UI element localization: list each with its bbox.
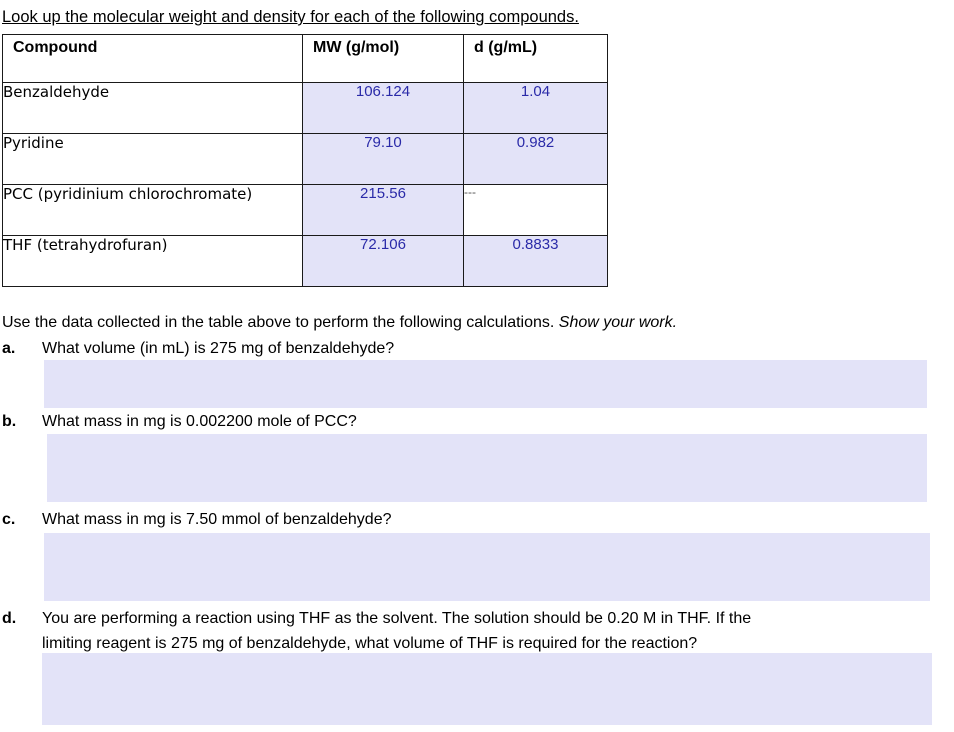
compound-name: PCC (pyridinium chlorochromate) bbox=[3, 185, 303, 236]
question-letter: d. bbox=[2, 610, 17, 627]
mw-field[interactable]: 72.106 bbox=[303, 236, 464, 287]
instructions-text bbox=[2, 314, 677, 332]
question-text: What mass in mg is 0.002200 mole of PCC? bbox=[42, 413, 357, 430]
header-density: d (g/mL) bbox=[464, 35, 608, 83]
header-mw: MW (g/mol) bbox=[303, 35, 464, 83]
mw-field[interactable]: 106.124 bbox=[303, 83, 464, 134]
table-row bbox=[3, 134, 608, 185]
mw-field[interactable]: 215.56 bbox=[303, 185, 464, 236]
compound-name: Benzaldehyde bbox=[3, 83, 303, 134]
question-text: What mass in mg is 7.50 mmol of benzaldehyde? bbox=[42, 511, 392, 528]
question-letter: b. bbox=[2, 413, 17, 430]
answer-field-c[interactable] bbox=[44, 533, 930, 601]
density-field[interactable]: 0.982 bbox=[464, 134, 608, 185]
table-row bbox=[3, 83, 608, 134]
compound-name: Pyridine bbox=[3, 134, 303, 185]
answer-field-d[interactable] bbox=[42, 653, 932, 725]
table-row bbox=[3, 185, 608, 236]
table-header-row bbox=[3, 35, 608, 83]
compound-name: THF (tetrahydrofuran) bbox=[3, 236, 303, 287]
instructions-emphasis: Show your work. bbox=[558, 314, 678, 331]
question-text: What volume (in mL) is 275 mg of benzaldehyde? bbox=[42, 340, 395, 357]
mw-field[interactable]: 79.10 bbox=[303, 134, 464, 185]
density-field[interactable]: 0.8833 bbox=[464, 236, 608, 287]
question-letter: c. bbox=[2, 511, 16, 528]
question-letter: a. bbox=[2, 340, 16, 357]
intro-text: Look up the molecular weight and density for each of the following compounds. bbox=[2, 8, 579, 26]
density-field: --- bbox=[464, 185, 608, 236]
table-row bbox=[3, 236, 608, 287]
question-text-line-1: You are performing a reaction using THF as the solvent. The solution should be 0.20 M in THF. If the bbox=[42, 610, 752, 627]
instructions-main: Use the data collected in the table above to perform the following calculations. bbox=[2, 314, 559, 331]
answer-field-b[interactable] bbox=[47, 434, 927, 502]
answer-field-a[interactable] bbox=[44, 360, 927, 408]
compound-table bbox=[2, 34, 608, 287]
question-text-line-2: limiting reagent is 275 mg of benzaldehyde, what volume of THF is required for the reaction? bbox=[42, 635, 698, 652]
density-field[interactable]: 1.04 bbox=[464, 83, 608, 134]
header-compound: Compound bbox=[3, 35, 303, 83]
